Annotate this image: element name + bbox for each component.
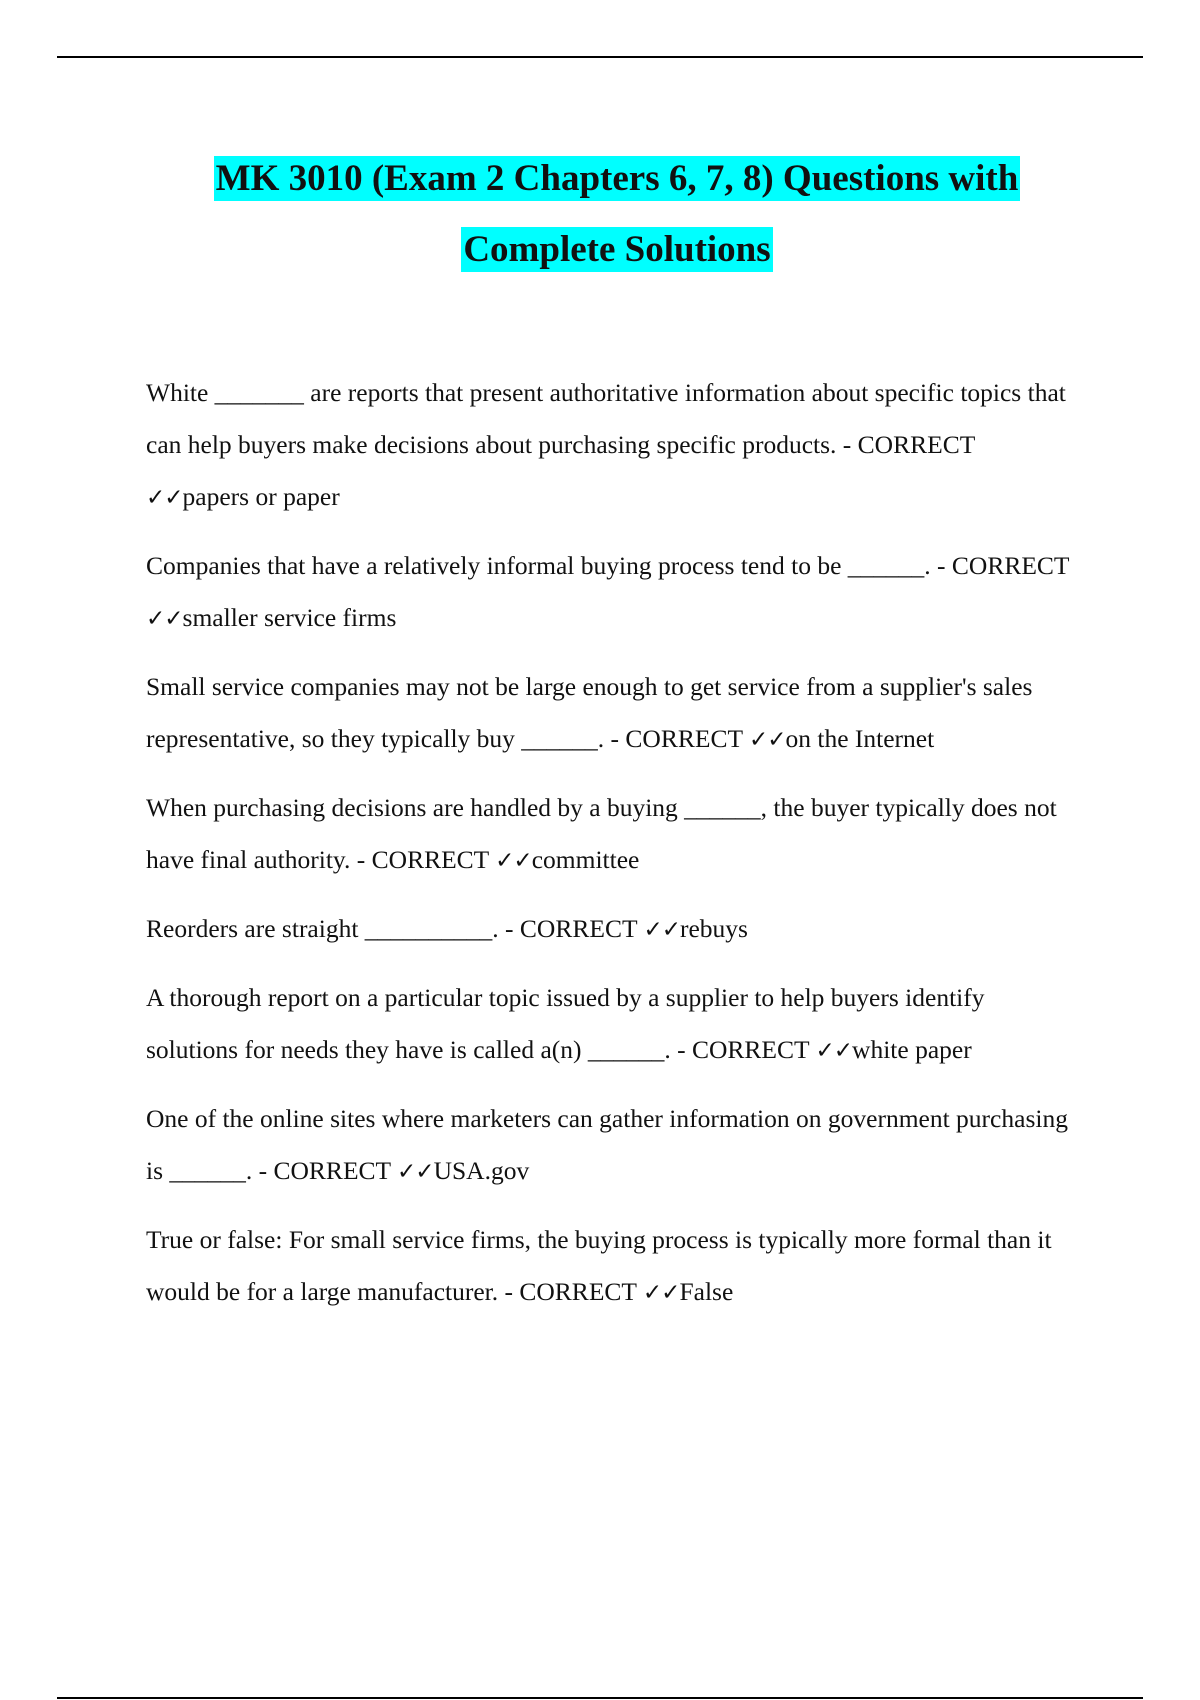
question-text: A thorough report on a particular topic issued by a supplier to help buyers identify solutions for needs they have is called a(n) ______. - — [146, 983, 985, 1064]
title-line-2: Complete Solutions — [463, 229, 771, 270]
correct-label: CORRECT — [691, 1035, 810, 1064]
double-check-icon: ✓✓ — [146, 606, 183, 632]
correct-label: CORRECT — [371, 845, 489, 874]
correct-label: CORRECT — [519, 914, 638, 943]
correct-label: CORRECT — [273, 1156, 391, 1185]
answer-text: papers or paper — [182, 482, 340, 511]
question-text: True or false: For small service firms, the buying process is typically more formal than it would be for a large manufacturer. - — [146, 1225, 1052, 1306]
qa-item — [146, 1093, 1081, 1198]
double-check-icon: ✓✓ — [146, 485, 183, 511]
bottom-rule — [57, 1697, 1143, 1699]
answer-text: rebuys — [679, 914, 748, 943]
answer-text: on the Internet — [785, 724, 935, 753]
correct-label: CORRECT — [625, 724, 743, 753]
double-check-icon: ✓✓ — [643, 917, 680, 943]
double-check-icon: ✓✓ — [748, 727, 786, 753]
question-list — [146, 367, 1081, 1335]
double-check-icon: ✓✓ — [815, 1038, 853, 1064]
document-title — [0, 143, 1200, 285]
answer-text: white paper — [852, 1035, 972, 1064]
qa-item — [146, 972, 1081, 1077]
double-check-icon: ✓✓ — [495, 848, 532, 874]
qa-item — [146, 661, 1081, 766]
qa-item — [146, 367, 1081, 524]
qa-item — [146, 782, 1081, 887]
answer-text: False — [679, 1277, 734, 1306]
question-text: Companies that have a relatively informal buying process tend to be ______. - — [146, 551, 946, 580]
answer-text: committee — [531, 845, 640, 874]
correct-label: CORRECT — [519, 1277, 637, 1306]
double-check-icon: ✓✓ — [642, 1280, 680, 1306]
answer-text: smaller service firms — [182, 603, 397, 632]
qa-item — [146, 903, 1081, 956]
question-text: Small service companies may not be large enough to get service from a supplier's sales representative, so they typically buy ______. - — [146, 672, 1033, 753]
question-text: White _______ are reports that present authoritative information about specific topics that can help buyers make decisions about purchasing specific products. - — [146, 378, 1066, 459]
correct-label: CORRECT — [951, 551, 1070, 580]
question-text: One of the online sites where marketers can gather information on government purchasing is ______. - — [146, 1104, 1068, 1185]
qa-item — [146, 1214, 1081, 1319]
question-text: When purchasing decisions are handled by a buying ______, the buyer typically does not have final authority. - — [146, 793, 1057, 874]
title-line-1: MK 3010 (Exam 2 Chapters 6, 7, 8) Questions with — [215, 158, 1019, 199]
double-check-icon: ✓✓ — [397, 1159, 434, 1185]
question-text: Reorders are straight __________. - — [146, 914, 514, 943]
qa-item — [146, 540, 1081, 645]
answer-text: USA.gov — [433, 1156, 530, 1185]
correct-label: CORRECT — [857, 430, 975, 459]
top-rule — [57, 56, 1143, 58]
